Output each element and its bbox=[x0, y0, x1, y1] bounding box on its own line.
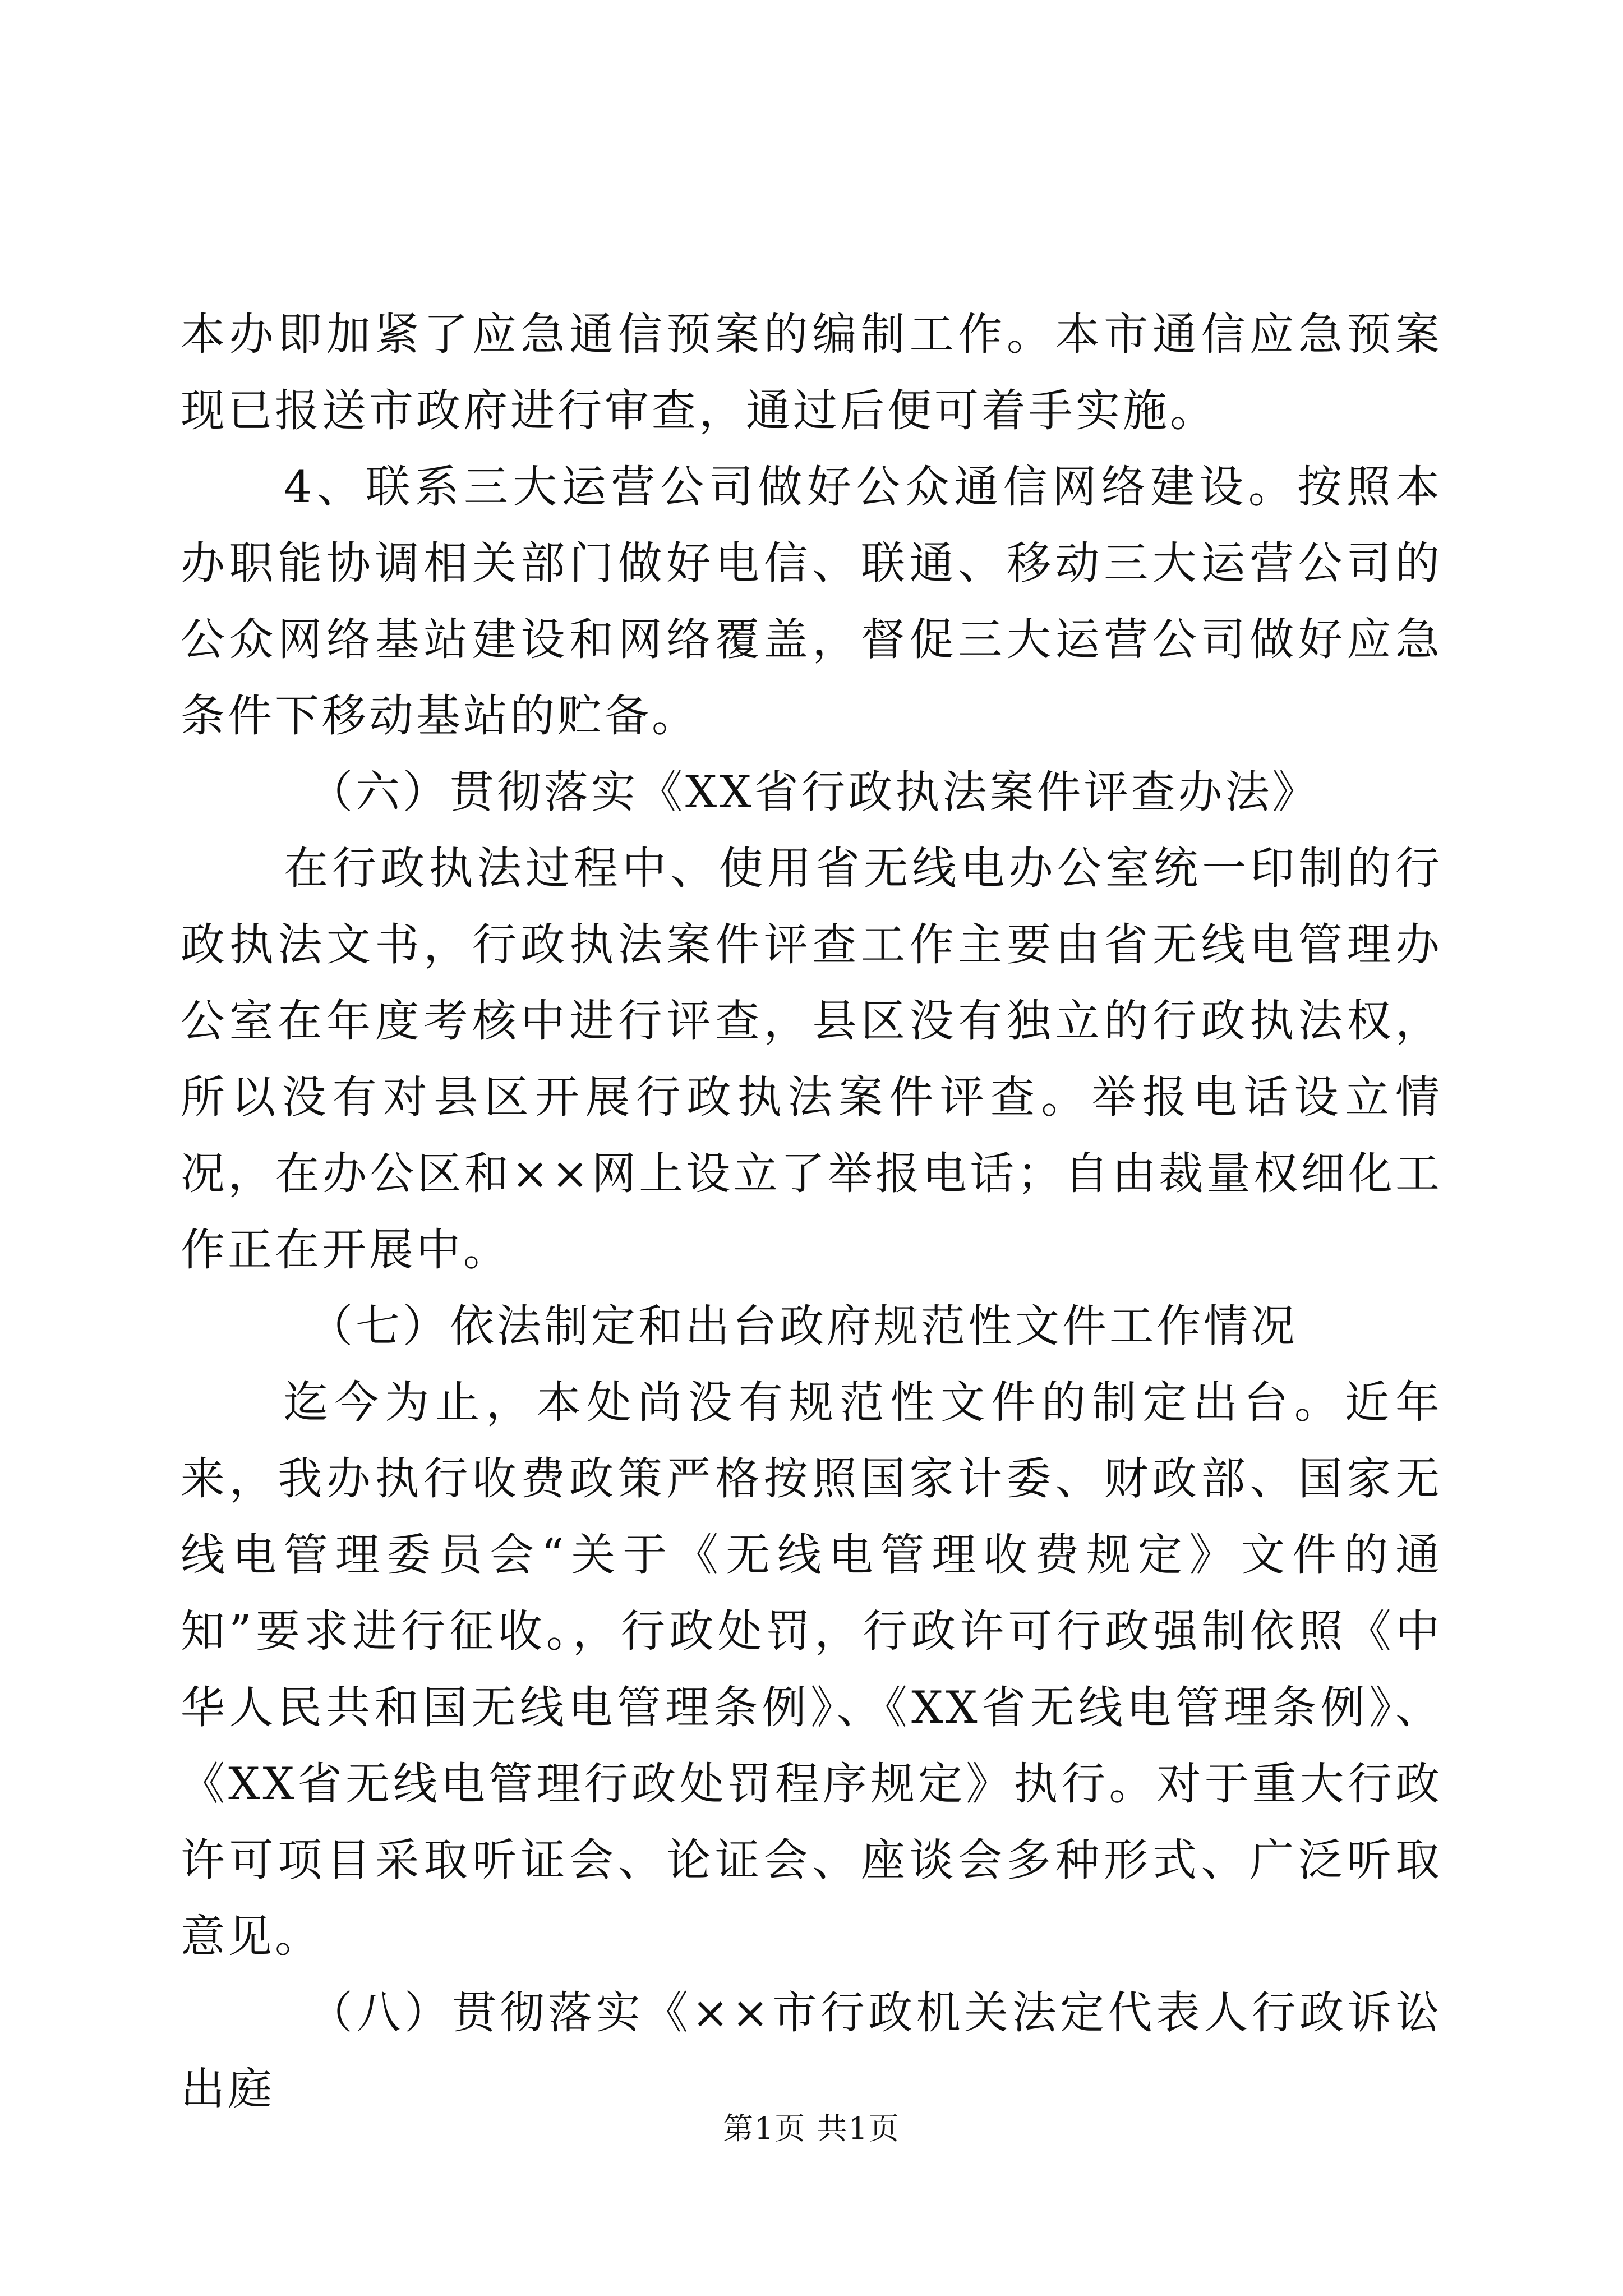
paragraph-section-7: 迄今为止，本处尚没有规范性文件的制定出台。近年来，我办执行收费政策严格按照国家计委、财政部、国家无线电管理委员会“关于《无线电管理收费规定》文件的通知”要求进行征收。，行政处罚，行政许可行政强制依照《中华人民共和国无线电管理条例》、《XX省无线电管理条例》、《XX省无线电管理行政处罚程序规定》执行。对于重大行政许可项目采取听证会、论证会、座谈会多种形式、广泛听取意见。 bbox=[181, 1377, 1442, 1962]
paragraph-item-4: 4、联系三大运营公司做好公众通信网络建设。按照本办职能协调相关部门做好电信、联通、移动三大运营公司的公众网络基站建设和网络覆盖，督促三大运营公司做好应急条件下移动基站的贮备。 bbox=[181, 461, 1442, 742]
section-heading-6: （六）贯彻落实《XX省行政执法案件评查办法》 bbox=[308, 766, 1320, 818]
paragraph-continuation: 本办即加紧了应急通信预案的编制工作。本市通信应急预案现已报送市政府进行审查，通过后便可着手实施。 bbox=[181, 309, 1442, 436]
section-heading-8: （八）贯彻落实《××市行政机关法定代表人行政诉讼出庭 bbox=[181, 1987, 1442, 2115]
document-body bbox=[181, 296, 1442, 2127]
page-footer: 第1页 共1页 bbox=[723, 2111, 900, 2146]
section-heading-7: （七）依法制定和出台政府规范性文件工作情况 bbox=[308, 1300, 1298, 1352]
paragraph-section-6: 在行政执法过程中、使用省无线电办公室统一印制的行政执法文书，行政执法案件评查工作主要由省无线电管理办公室在年度考核中进行评查，县区没有独立的行政执法权，所以没有对县区开展行政执法案件评查。举报电话设立情况，在办公区和××网上设立了举报电话；自由裁量权细化工作正在开展中。 bbox=[181, 843, 1442, 1276]
